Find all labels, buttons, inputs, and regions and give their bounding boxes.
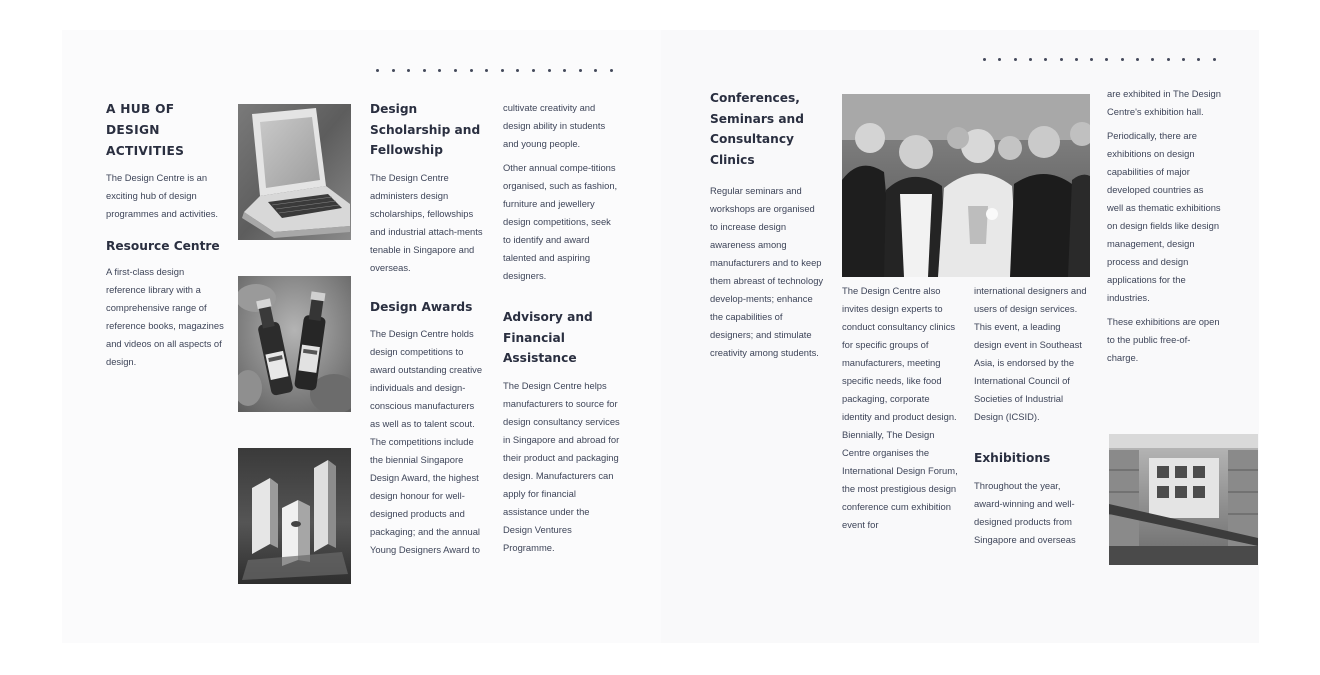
advisory-text: The Design Centre helps manufacturers to source for design consultancy services in Singapore and abroad for their product and packaging design. Manufacturers can apply for financial assistance under the Design Ventures Programme.: [503, 379, 620, 553]
advisory-heading: Advisory and Financial Assistance: [503, 310, 593, 365]
decorative-dot: [470, 69, 473, 72]
design-centre-atrium-photo: [1109, 434, 1258, 565]
decorative-dot: [1014, 58, 1017, 61]
laptop-computer-photo: [238, 104, 351, 240]
decorative-dot: [1090, 58, 1093, 61]
conferences-heading: Conferences, Seminars and Consultancy Clinics: [710, 91, 804, 167]
column-three-text-1: cultivate creativity and design ability in students and young people.: [503, 102, 606, 149]
decorative-dot: [1105, 58, 1108, 61]
conferences-text: Regular seminars and workshops are organised to increase design awareness among manufacturers and to keep them abreast of technology develop-ments; enhance the capabilities of designers; and stimulate creativity among students.: [710, 185, 824, 358]
column-scholarship-awards: [370, 99, 486, 559]
decorative-dot: [983, 58, 986, 61]
column-three-text-2: Other annual compe-titions organised, such as fashion, furniture and jewellery design competitions, seek to identify and award talented and aspiring designers.: [503, 162, 618, 281]
dotted-rule-right: [983, 58, 1223, 62]
decorative-dot: [485, 69, 488, 72]
column-seven-text-2: Periodically, there are exhibitions on design capabilities of major developed countries as well as thematic exhibitions on design fields like design management, design process and design applications for the industries.: [1107, 130, 1221, 303]
awards-text-1: The Design Centre holds design competitions to award outstanding creative individuals and design-conscious manufacturers as well as to talent scout.: [370, 328, 483, 429]
decorative-dot: [1151, 58, 1154, 61]
column-seven-text-1: are exhibited in The Design Centre's exhibition hall.: [1107, 88, 1221, 117]
decorative-dot: [1060, 58, 1063, 61]
column-conferences: [710, 88, 824, 368]
abstract-product-sculpture-photo: [238, 448, 351, 584]
column-exhibitions-cont: [1107, 85, 1221, 373]
decorative-dot: [579, 69, 582, 72]
resource-heading: Resource Centre: [106, 239, 220, 253]
decorative-dot: [998, 58, 1001, 61]
column-hub: [106, 99, 224, 377]
decorative-dot: [501, 69, 504, 72]
resource-text: A first-class design reference library with a comprehensive range of reference books, magazines and videos on all aspects of design.: [106, 265, 224, 367]
decorative-dot: [1136, 58, 1139, 61]
column-five-text: The Design Centre also invites design experts to conduct consultancy clinics for specific groups of manufacturers, meeting specific needs, like food packaging, corporate identity and product design. Biennially, The Design Centre organises the International Design Forum, the most prestigious design conference cum exhibition event for: [842, 285, 958, 530]
column-consultancy: [842, 282, 958, 540]
decorative-dot: [1197, 58, 1200, 61]
exhibitions-text: Throughout the year, award-winning and well-designed products from Singapore and overseas: [974, 479, 1076, 545]
decorative-dot: [423, 69, 426, 72]
exhibitions-heading: Exhibitions: [974, 451, 1051, 465]
sauce-bottles-photo: [238, 276, 351, 412]
decorative-dot: [376, 69, 379, 72]
decorative-dot: [548, 69, 551, 72]
decorative-dot: [1121, 58, 1124, 61]
decorative-dot: [1213, 58, 1216, 61]
decorative-dot: [610, 69, 613, 72]
decorative-dot: [1167, 58, 1170, 61]
decorative-dot: [1029, 58, 1032, 61]
group-of-men-at-exhibition-photo: [842, 94, 1090, 277]
column-advisory: [503, 99, 621, 563]
awards-text-2: The competitions include the biennial Singapore Design Award, the highest design honour for well-designed products and packaging; and the annual Young Designers Award to: [370, 436, 480, 555]
dotted-rule-left: [376, 69, 620, 73]
decorative-dot: [438, 69, 441, 72]
decorative-dot: [1182, 58, 1185, 61]
scholarship-heading: Design Scholarship and Fellowship: [370, 102, 481, 157]
decorative-dot: [563, 69, 566, 72]
decorative-dot: [594, 69, 597, 72]
hub-heading: A HUB OF DESIGN ACTIVITIES: [106, 102, 185, 158]
decorative-dot: [532, 69, 535, 72]
decorative-dot: [1044, 58, 1047, 61]
decorative-dot: [516, 69, 519, 72]
awards-heading: Design Awards: [370, 299, 473, 314]
column-six-text: international designers and users of design services. This event, a leading design event in Southeast Asia, is endorsed by the International Council of Societies of Industrial Design (ICSID).: [974, 285, 1087, 422]
decorative-dot: [454, 69, 457, 72]
decorative-dot: [407, 69, 410, 72]
scholarship-text: The Design Centre administers design scholarships, fellowships and industrial attach-ments tenable in Singapore and overseas.: [370, 171, 483, 273]
decorative-dot: [392, 69, 395, 72]
column-forum-exhibitions: [974, 282, 1090, 555]
column-seven-text-3: These exhibitions are open to the public free-of-charge.: [1107, 316, 1220, 363]
decorative-dot: [1075, 58, 1078, 61]
hub-intro: The Design Centre is an exciting hub of design programmes and activities.: [106, 172, 219, 219]
